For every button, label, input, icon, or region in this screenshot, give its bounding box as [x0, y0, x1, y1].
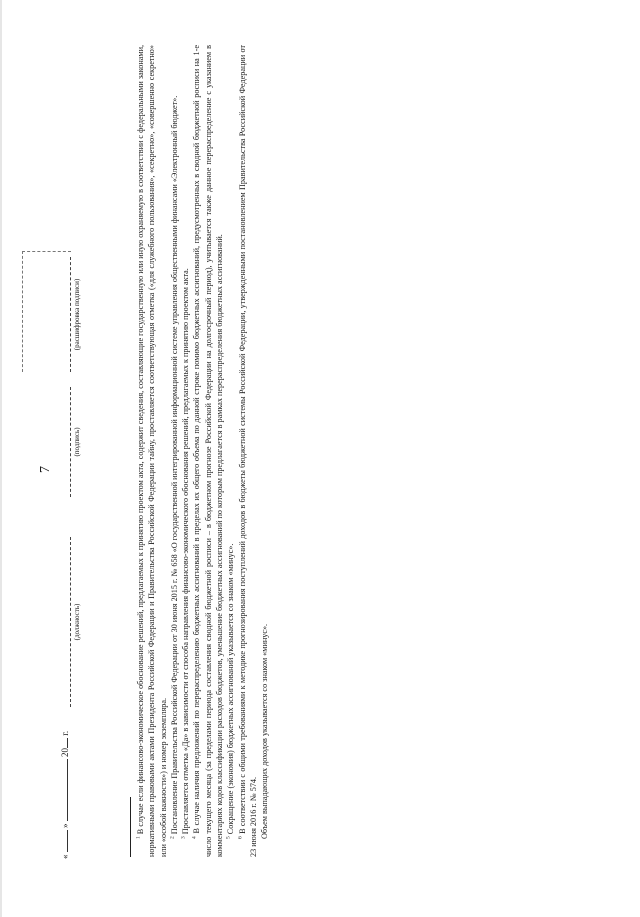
- footnote-text: В случае наличия предложений по перераспределению бюджетных ассигнований в пределах их общего объема по данной строке помимо бюджетных ассигнований, предусмотренных в сводной бюджетной росписи на 1-е число текущего месяца (за пределами периода составления сводной бюджетной росписи – в бюджетном прогнозе Российской Федерации на долгосрочный период), учитывается также данное перераспределение с указанием в комментариях кодов классификации расходов бюджетов, уменьшение бюджетных ассигнований по которым предлагается в рамках перераспределения бюджетных ассигнований.: [192, 45, 225, 857]
- footnote-mark: 6: [236, 836, 243, 839]
- footnote-6: [237, 45, 260, 857]
- year-blank: [67, 738, 68, 748]
- footnote-2: [169, 45, 180, 857]
- date-quote-open: «: [60, 854, 70, 859]
- footnote-text: Сокращение (экономия) бюджетных ассигнований указывается со знаком «минус».: [226, 543, 236, 835]
- footnote-6-continuation: [259, 45, 270, 857]
- signature-frame: [22, 251, 71, 372]
- year-prefix: 20: [60, 748, 70, 757]
- footnote-text: Проставляется отметка «Да» в зависимости от способа направления финансово-экономического обоснования решений, предлагаемых к принятию проектом акта.: [181, 268, 191, 835]
- footnote-text: Постановление Правительства Российской Федерации от 30 июня 2015 г. № 658 «О государственной интегрированной информационной системе управления общественными финансами «Электронный бюджет».: [169, 95, 179, 835]
- footnote-separator: [130, 797, 131, 857]
- day-blank: [67, 830, 68, 852]
- signature-block: [0, 0, 140, 917]
- month-blank: [67, 759, 68, 821]
- footnote-mark: 4: [191, 836, 198, 839]
- position-field: (должность): [70, 537, 81, 707]
- date-line: [60, 731, 70, 859]
- footnote-text: Объем выпадающих доходов указывается со знаком «минус».: [260, 623, 270, 839]
- footnote-3: [180, 45, 191, 857]
- footnote-mark: 2: [169, 836, 176, 839]
- footnote-mark: 5: [225, 836, 232, 839]
- footnote-text: В случае если финансово-экономическое обоснование решений, предлагаемых к принятию проектом акта, содержит сведения, составляющие государственную или иную охраняемую в соответствии с федеральными законами, нормативными правовыми актами Президента Российской Федерации и Правительства Российской Федерации тайну, проставляется соответствующая отметка («для служебного пользования», «секретно», «совершенно секретно» или «особой важности») и номер экземпляра.: [136, 45, 168, 857]
- footnote-4: [191, 45, 225, 857]
- footnote-5: [225, 45, 236, 857]
- signature-transcript-field: (расшифровка подписи): [70, 257, 81, 372]
- footnotes-section: [130, 45, 271, 857]
- signature-field: (подпись): [70, 387, 81, 497]
- page-number: 7: [38, 466, 53, 473]
- footnote-text: В соответствии с общими требованиями к методике прогнозирования поступлений доходов в бюджеты бюджетной системы Российской Федерации, утвержденными постановлением Правительства Российской Федерации от 23 июня 2016 г. № 574.: [237, 44, 258, 857]
- date-quote-close: »: [60, 823, 70, 828]
- footnote-mark: 3: [180, 836, 187, 839]
- year-suffix: г.: [60, 730, 70, 736]
- footnote-mark: 1: [135, 836, 142, 839]
- footnote-1: [135, 45, 169, 857]
